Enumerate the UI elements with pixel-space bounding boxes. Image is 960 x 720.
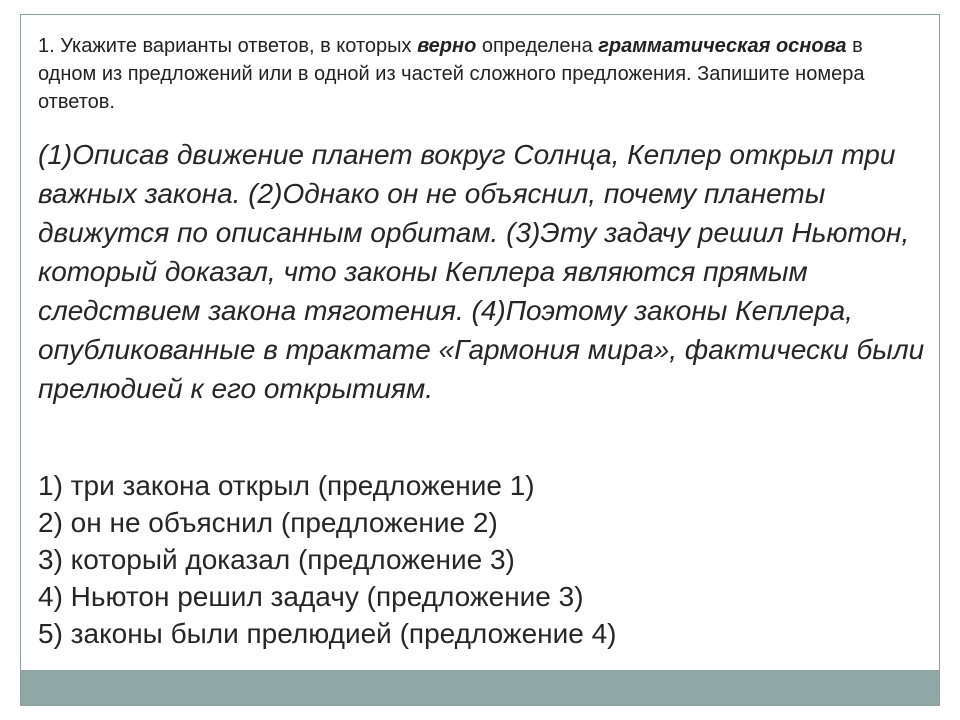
task-emphasis-verno: верно xyxy=(417,35,477,57)
task-text-part-2: определена xyxy=(476,35,599,57)
answer-option-5: 5) законы были прелюдией (предложение 4) xyxy=(38,618,617,649)
footer-bar xyxy=(21,670,939,705)
task-text-part-3: в одном из предложений или в одной из частей сложного предложения. Запишите номера ответов. xyxy=(38,35,865,113)
task-instruction xyxy=(38,32,918,116)
answer-option-3: 3) который доказал (предложение 3) xyxy=(38,544,515,575)
text-passage: (1)Описав движение планет вокруг Солнца, Кеплер открыл три важных закона. (2)Однако он не объяснил, почему планеты движутся по описанным орбитам. (3)Эту задачу решил Ньютон, который доказал, что законы Кеплера являются прямым следствием закона тяготения. (4)Поэтому законы Кеплера, опубликованные в трактате «Гармония мира», фактически были прелюдией к его открытиям. xyxy=(38,139,925,404)
task-text-part-1: 1. Укажите варианты ответов, в которых xyxy=(38,35,418,57)
answer-options-list xyxy=(38,467,918,652)
answer-option-2: 2) он не объяснил (предложение 2) xyxy=(38,507,498,538)
slide-frame xyxy=(20,14,940,706)
task-emphasis-gram-osnova: грамматическая основа xyxy=(598,35,847,57)
answer-option-1: 1) три закона открыл (предложение 1) xyxy=(38,470,535,501)
answer-option-4: 4) Ньютон решил задачу (предложение 3) xyxy=(38,581,584,612)
